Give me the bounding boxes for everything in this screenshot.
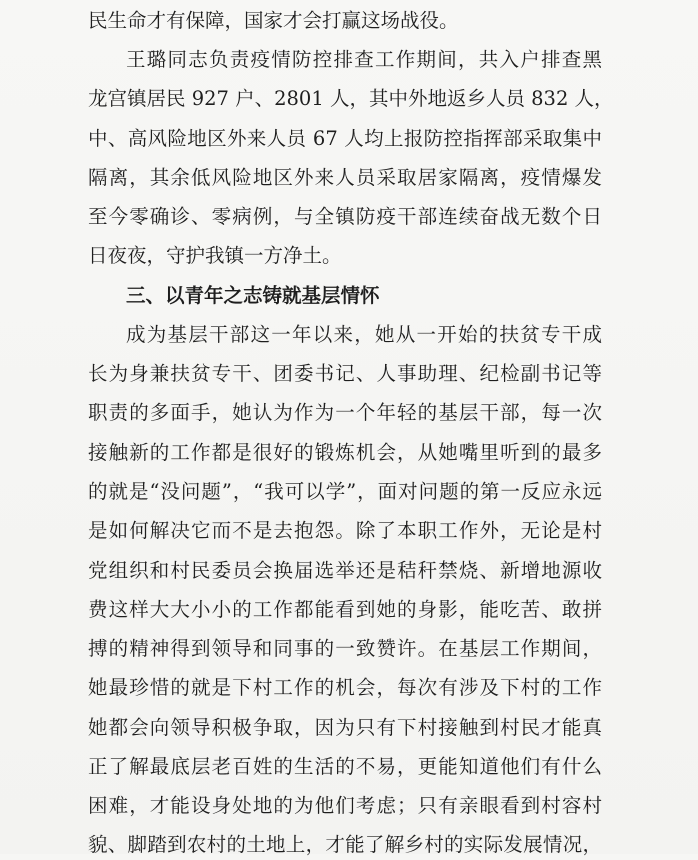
paragraph-3-line-4: 接触新的工作都是很好的锻炼机会，从她嘴里听到的最多 bbox=[88, 441, 602, 464]
paragraph-3-line-3: 职责的多面手，她认为作为一个年轻的基层干部，每一次 bbox=[88, 401, 602, 424]
paragraph-3-line-9: 搏的精神得到领导和同事的一致赞许。在基层工作期间， bbox=[88, 637, 602, 660]
paragraph-3-line-12: 正了解最底层老百姓的生活的不易，更能知道他们有什么 bbox=[88, 755, 602, 778]
paragraph-3-line-8: 费这样大大小小的工作都能看到她的身影，能吃苦、敢拼 bbox=[88, 598, 602, 621]
paragraph-3-line-1: 成为基层干部这一年以来，她从一开始的扶贫专干成 bbox=[126, 323, 602, 346]
paragraph-2-line-3: 中、高风险地区外来人员 67 人均上报防控指挥部采取集中 bbox=[88, 127, 602, 150]
paragraph-3-line-10: 她最珍惜的就是下村工作的机会，每次有涉及下村的工作 bbox=[88, 676, 602, 699]
paragraph-3-line-13: 困难，才能设身处地的为他们考虑；只有亲眼看到村容村 bbox=[88, 794, 602, 817]
paragraph-3-line-2: 长为身兼扶贫专干、团委书记、人事助理、纪检副书记等 bbox=[88, 362, 602, 385]
paragraph-3-line-5: 的就是“没问题”，“我可以学”，面对问题的第一反应永远 bbox=[88, 480, 602, 503]
paragraph-2-line-6: 日夜夜，守护我镇一方净土。 bbox=[88, 244, 342, 267]
paragraph-2-line-5: 至今零确诊、零病例，与全镇防疫干部连续奋战无数个日 bbox=[88, 205, 602, 228]
paragraph-3-line-7: 党组织和村民委员会换届选举还是秸秆禁烧、新增地源收 bbox=[88, 559, 602, 582]
paragraph-1-line-1: 民生命才有保障，国家才会打赢这场战役。 bbox=[88, 9, 459, 32]
paragraph-2-line-4: 隔离，其余低风险地区外来人员采取居家隔离，疫情爆发 bbox=[88, 166, 602, 189]
paragraph-3-line-6: 是如何解决它而不是去抱怨。除了本职工作外，无论是村 bbox=[88, 519, 602, 542]
paragraph-2-line-2: 龙宫镇居民 927 户、2801 人，其中外地返乡人员 832 人， bbox=[88, 87, 614, 110]
paragraph-3-line-14: 貌、脚踏到农村的土地上，才能了解乡村的实际发展情况， bbox=[88, 833, 602, 856]
section-heading: 三、以青年之志铸就基层情怀 bbox=[126, 284, 380, 307]
paragraph-3-line-11: 她都会向领导积极争取，因为只有下村接触到村民才能真 bbox=[88, 716, 602, 739]
paragraph-2-line-1: 王璐同志负责疫情防控排查工作期间，共入户排查黑 bbox=[126, 48, 602, 71]
